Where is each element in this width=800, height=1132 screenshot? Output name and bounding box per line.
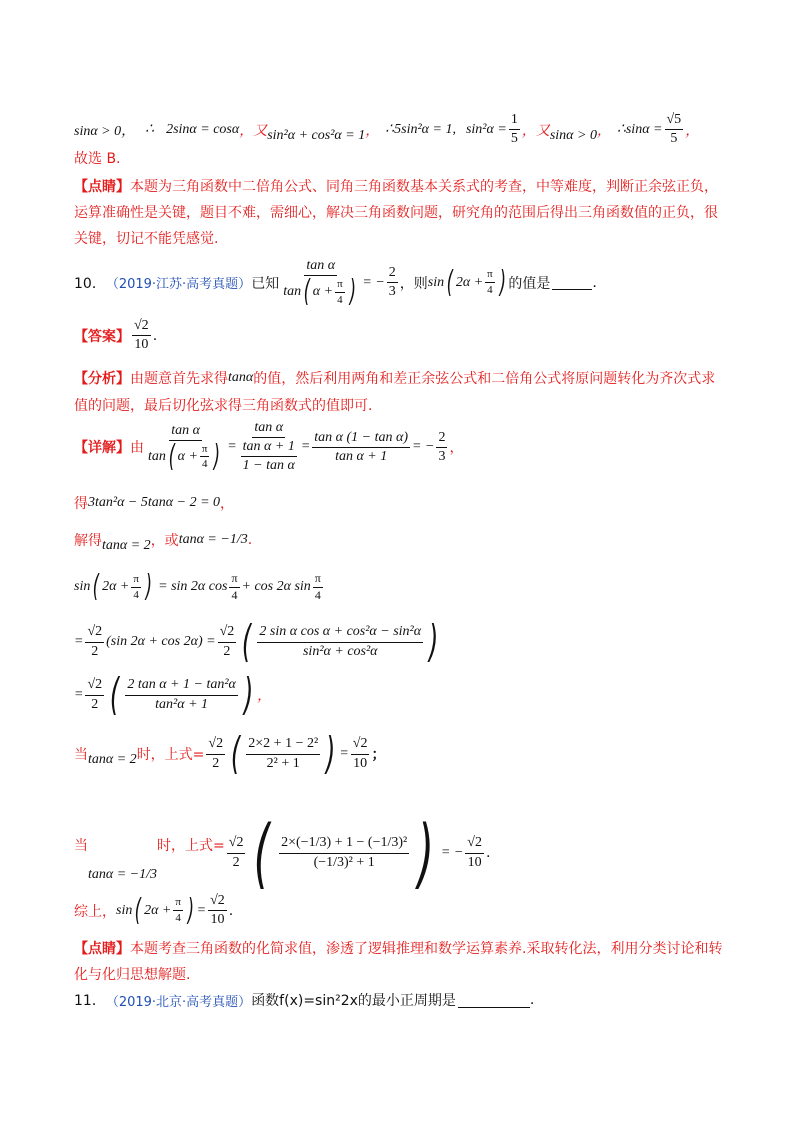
comment-2-line-2: 化与化归思想解题. — [74, 967, 191, 983]
label-you: 由 — [130, 440, 144, 457]
label-when: 当 — [74, 747, 88, 763]
comment-tag: 【点睛】 — [74, 941, 130, 957]
label-you: 又 — [253, 122, 268, 139]
expr-sin2-eq: sin²α = — [465, 121, 507, 137]
fraction-denominator: 5 — [510, 131, 518, 147]
fraction-numerator: √5 — [665, 112, 684, 130]
question-number: 10． — [74, 275, 106, 292]
comment-1-line-1 — [74, 176, 718, 196]
label-value-of: 的值是 — [508, 275, 551, 292]
fraction-one-fifth — [509, 112, 520, 147]
period: . — [485, 845, 491, 861]
fraction-numerator: 1 — [509, 112, 520, 130]
period: . — [592, 274, 597, 291]
semicolon: ； — [371, 747, 386, 763]
comma: ， — [521, 122, 536, 139]
fraction-tan-ratio — [281, 258, 360, 310]
analysis-line-1 — [74, 368, 715, 388]
detail-line: 【详解】 由 tan α tan ( α + $\frac{\pi}{4}$ ) = $\frac{\text{tan α}}{\frac{\text{tan α + 1}}{\text{1 − tan α}}}$ = $\frac{\text{tan α (1 − tan α)}}{\text{tan α + 1}}$ = − $\frac{2}{3}$ ， — [74, 420, 464, 474]
fraction-denominator: tan ( α + $\frac{\pi}{4}$ ) — [283, 274, 356, 310]
analysis-line-2: 值的问题，最后切化弦求得三角函数式的值即可. — [74, 398, 373, 414]
comma: ， — [685, 122, 700, 139]
step-quadratic — [74, 493, 234, 513]
comment-text: 本题考查三角函数的化简求值，渗透了逻辑推理和数学运算素养.采取转化法，利用分类讨论和转 — [130, 941, 723, 957]
label-then-expr: 时，上式= — [157, 838, 225, 854]
answer-blank[interactable] — [552, 275, 592, 290]
case-2: 当 tanα = −1/3 时，上式= $\frac{√2}{2}$ ( $\frac{\text{2×(−1/3) + 1 − (−1/3)²}}{\text{(−1/3)² + 1}}$ ) = − $\frac{√2}{10}$ . — [74, 808, 491, 897]
expr-sin-eq: ∴sinα = — [616, 122, 663, 138]
fraction-denominator: 10 — [134, 337, 149, 353]
expansion-line-3: = $\frac{√2}{2}$ ( $\frac{\text{2 tan α + 1 − tan²α}}{\text{tan²α + 1}}$ ) ， — [74, 669, 272, 720]
period: . — [529, 992, 535, 1008]
therefore-symbol: ∴ — [145, 122, 155, 138]
summary: 综上， sin ( 2α + $\frac{\pi}{4}$ ) = $\frac{√2}{10}$ . — [74, 892, 234, 928]
expr-sin-positive-2: sinα > 0 — [549, 127, 597, 143]
expansion-line-1: sin ( 2α + $\frac{\pi}{4}$ ) = sin 2α cos $\frac{\pi}{4}$ + cos 2α sin $\frac{\pi}{4}$ — [74, 569, 321, 605]
answer-fraction — [132, 318, 151, 353]
comma: ， — [239, 122, 254, 139]
ratio-value: = − $\frac{2}{3}$ — [362, 264, 396, 300]
expr-sin-positive: sinα > 0， — [74, 123, 136, 139]
fraction-step-3: $\frac{\text{tan α (1 − tan α)}}{\text{tan α + 1}}$ — [314, 429, 409, 464]
answer-tag: 【答案】 — [74, 328, 130, 345]
question-10 — [74, 258, 597, 310]
comment-tag: 【点睛】 — [74, 179, 130, 195]
answer-line — [74, 318, 157, 353]
answer-blank[interactable] — [458, 993, 530, 1008]
fraction-numerator: tan α — [304, 258, 337, 276]
question-11 — [74, 990, 534, 1010]
case-condition: tanα = −1/3 — [88, 867, 158, 882]
period: . — [152, 327, 158, 344]
comment-text: 本题为三角函数中二倍角公式、同角三角函数基本关系式的考查，中等难度，判断正余弦正负， — [130, 179, 718, 195]
case-condition: tanα = 2 — [88, 752, 137, 767]
expansion-line-2: = $\frac{√2}{2}$ (sin 2α + cos 2α) = $\frac{√2}{2}$ ( $\frac{\text{2 sin α cos α + cos²α − sin²α}}{\text{sin²α + cos²α}}$ ) — [74, 616, 439, 667]
analysis-text: 的值，然后利用两角和差正余弦公式和二倍角公式将原问题转化为齐次式求 — [253, 371, 716, 387]
comma: ， — [220, 496, 235, 512]
label-summary: 综上， — [74, 903, 116, 920]
quadratic-equation: 3tan²α − 5tanα − 2 = 0 — [88, 495, 221, 510]
label-get: 得 — [74, 496, 88, 512]
label-known: 已知 — [251, 275, 280, 292]
expr-tan: tanα — [228, 370, 254, 385]
period: . — [228, 902, 234, 919]
fraction-denominator: 5 — [670, 131, 678, 147]
expr-sin-2alpha: sin ( 2α + $\frac{\pi}{4}$ ) — [427, 264, 506, 300]
case-1: 当 tanα = 2 时，上式= $\frac{√2}{2}$ ( $\frac{\text{2×2 + 1 − 2²}}{\text{2² + 1}}$ ) = $\frac{√2}{10}$ ； — [74, 728, 386, 779]
label-then: ，则 — [399, 275, 428, 292]
expr-2sin-eq-cos: 2sinα = cosα — [166, 121, 240, 137]
comma: ， — [365, 122, 380, 139]
analysis-text: 由题意首先求得 — [130, 371, 228, 387]
fraction-step-2: $\frac{\text{tan α}}{\frac{\text{tan α + 1}}{\text{1 − tan α}}}$ — [242, 420, 295, 474]
solution-1: tanα = 2 — [102, 538, 151, 553]
label-you: 又 — [535, 122, 550, 139]
comment-1-line-2: 运算准确性是关键，题目不难，需细心，解决三角函数问题，研究角的范围后得出三角函数值的正负，很 — [74, 205, 718, 221]
solution-line-1 — [74, 112, 699, 147]
question-source: （2019·江苏·高考真题） — [105, 277, 252, 293]
label-or: ，或 — [150, 533, 179, 549]
label-then-expr: 时，上式= — [136, 747, 205, 763]
step-solve — [74, 530, 253, 553]
label-when: 当 — [74, 838, 88, 854]
comma: ， — [596, 122, 611, 139]
fraction-numerator: √2 — [132, 318, 151, 336]
question-text: 函数f(x)=sin²2x的最小正周期是 — [251, 993, 456, 1009]
detail-tag: 【详解】 — [74, 440, 130, 457]
fraction-tan-ratio: tan α tan ( α + $\frac{\pi}{4}$ ) — [148, 422, 221, 474]
period: . — [247, 532, 253, 548]
expr-5sin2: ∴5sin²α = 1, — [385, 122, 456, 138]
comment-2-line-1 — [74, 938, 722, 958]
analysis-tag: 【分析】 — [74, 371, 130, 387]
choose-answer: 故选 B. — [74, 151, 121, 167]
question-number: 11． — [74, 993, 106, 1009]
expr-pythagorean: sin²α + cos²α = 1 — [267, 127, 366, 143]
solution-2: tanα = −1/3 — [178, 532, 248, 547]
comment-1-line-3: 关键，切记不能凭感觉. — [74, 231, 219, 247]
question-source: （2019·北京·高考真题） — [105, 994, 252, 1010]
fraction-sqrt5-over-5 — [665, 112, 684, 147]
label-solve: 解得 — [74, 533, 102, 549]
